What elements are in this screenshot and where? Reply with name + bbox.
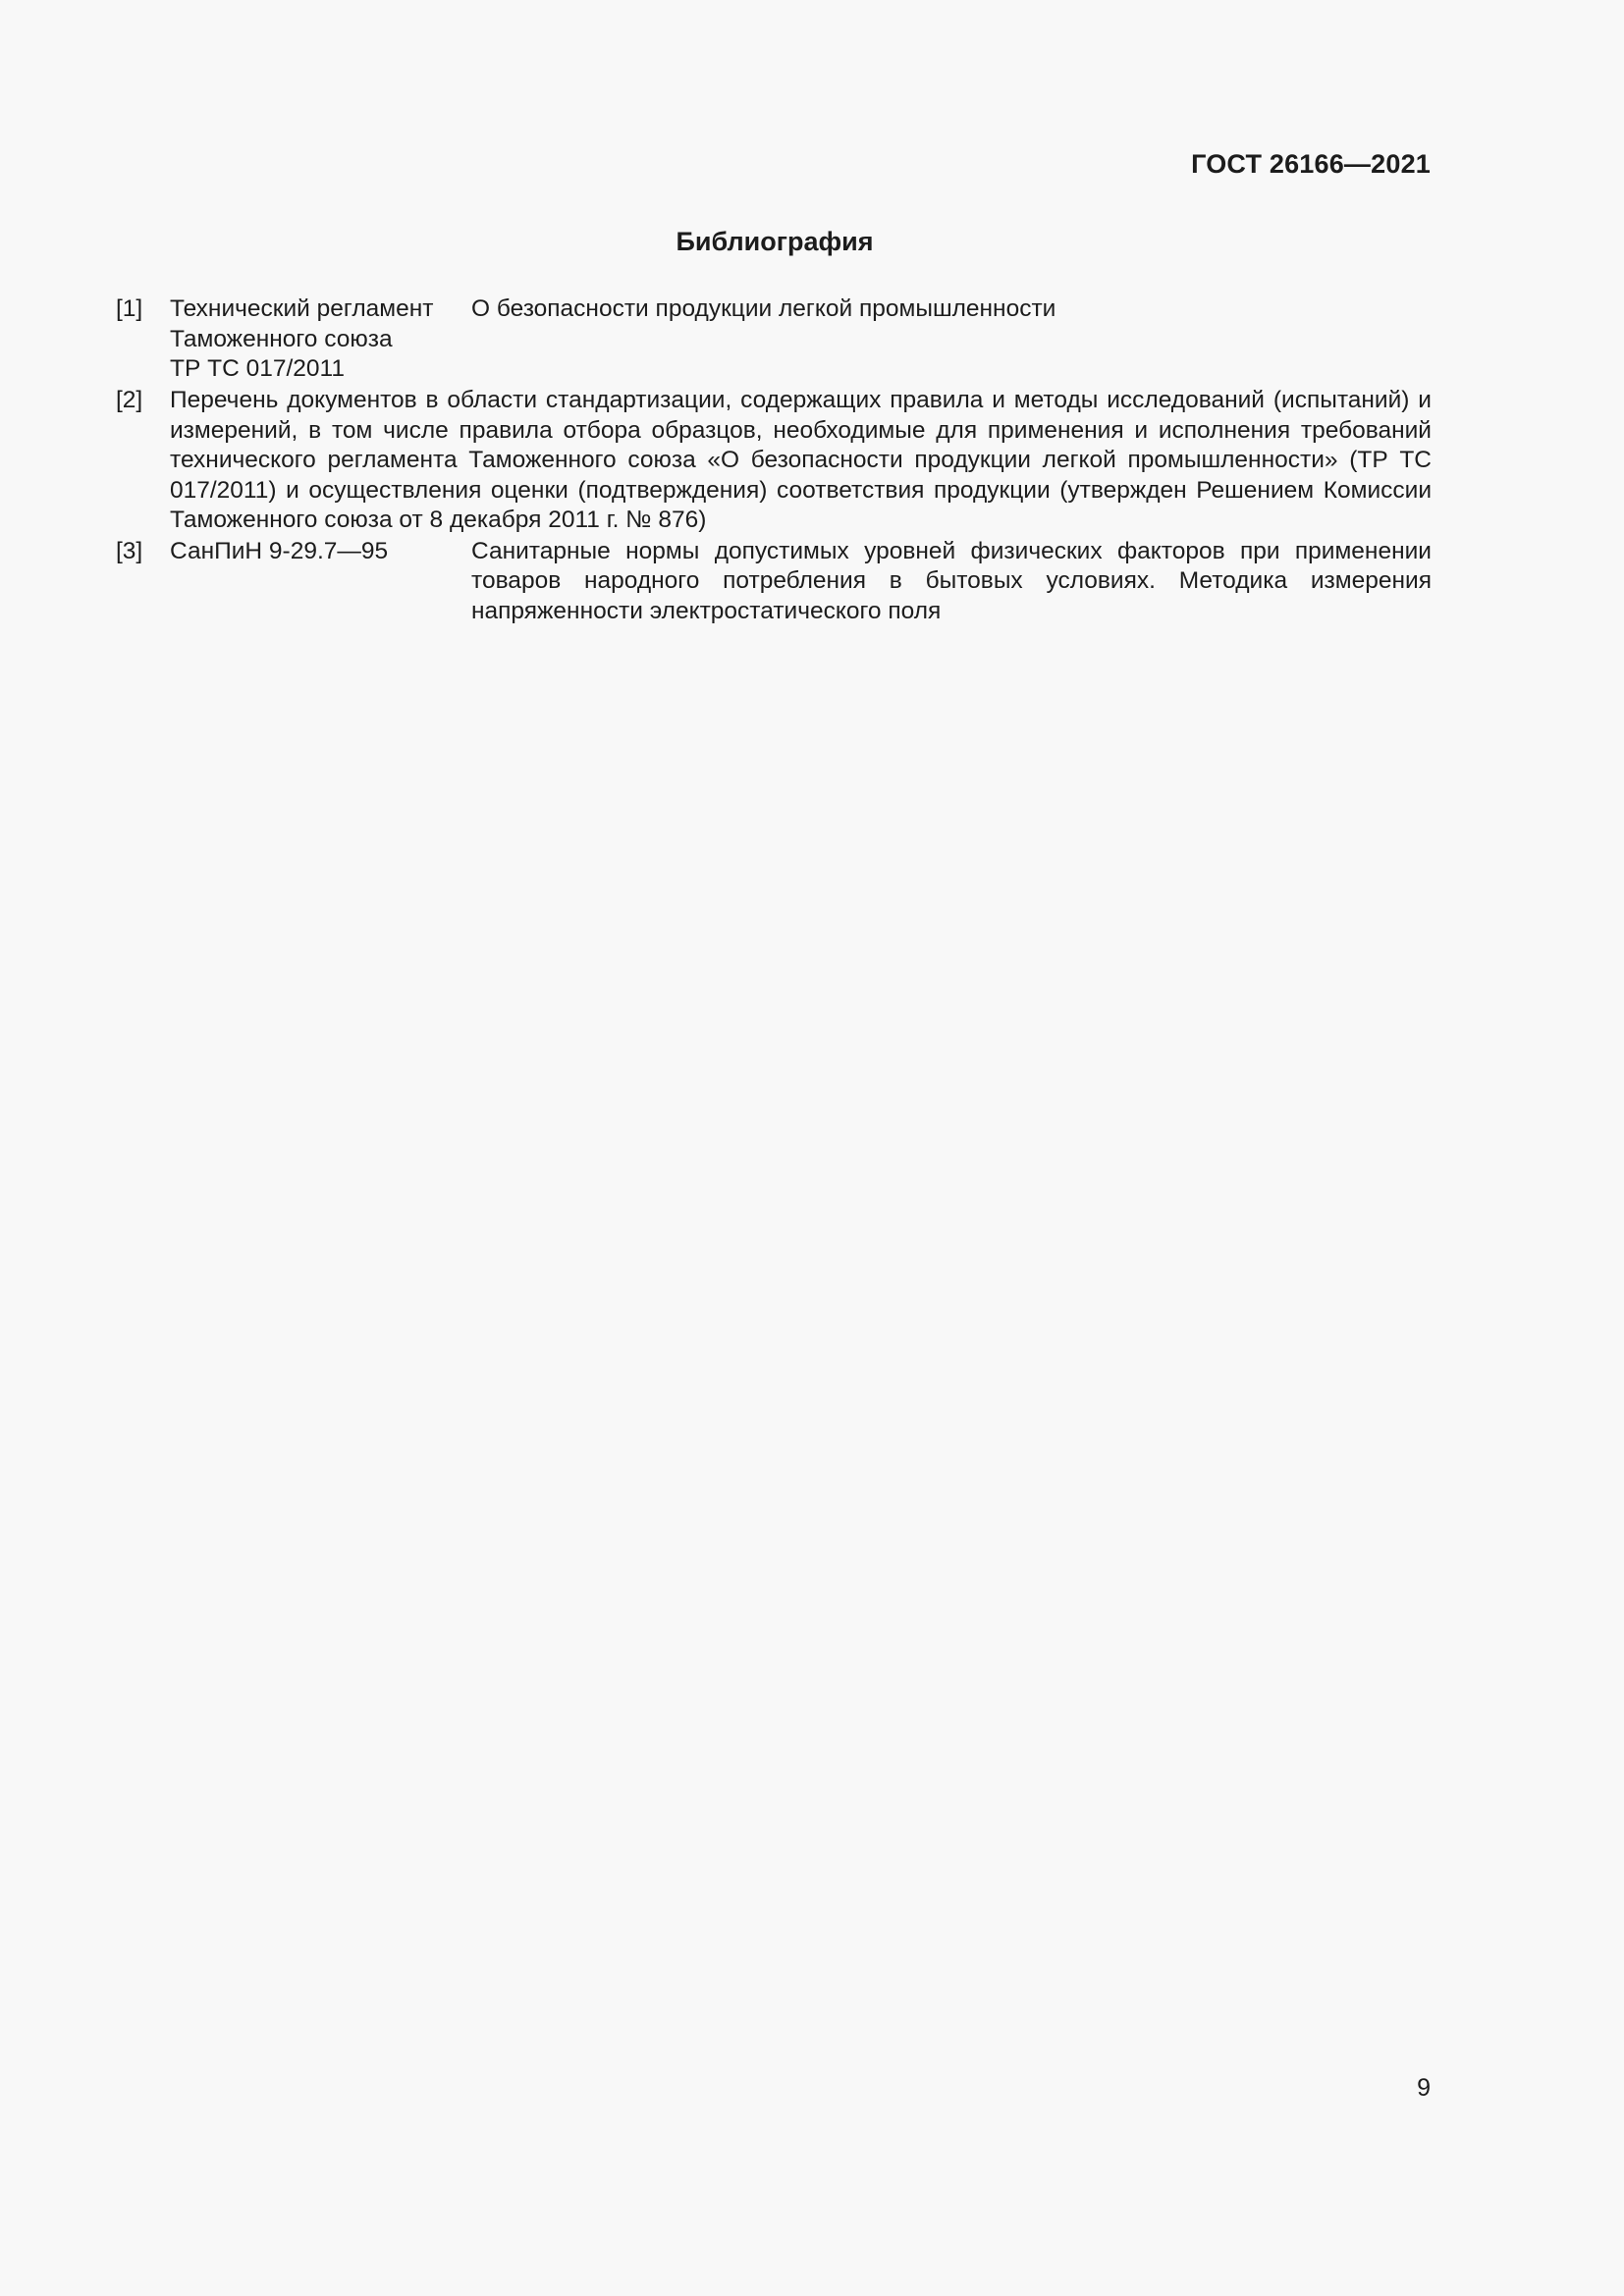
section-title: Библиография — [676, 227, 874, 256]
bibliography-entry-1 — [116, 294, 1432, 385]
entry-source: СанПиН 9-29.7—95 — [170, 537, 389, 564]
bibliography-entry-3 — [116, 537, 1432, 627]
page-number: 9 — [1417, 2074, 1431, 2102]
entry-source — [170, 294, 464, 385]
document-code: ГОСТ 26166—2021 — [1191, 149, 1431, 179]
entry-text: Перечень документов в области стандартизации, содержащих правила и методы исследований (испытаний) и измерений, в том числе правила отбора образцов, необходимые для применения и исполнения требований технического регламента Таможенного союза «О безопасности продукции легкой промышленности» (ТР ТС 017/2011) и осуществления оценки (подтверждения) соответствия продукции (утвержден Решением Комиссии Таможенного союза от 8 декабря 2011 г. № 876) — [170, 387, 1432, 533]
entry-number: [2] — [116, 387, 143, 413]
entry-number: [1] — [116, 295, 143, 322]
entry-source-line: Таможенного союза — [170, 325, 393, 352]
bibliography-entry-2 — [116, 386, 1432, 536]
entry-source-line: ТР ТС 017/2011 — [170, 355, 345, 382]
entry-source-line: Технический регламент — [170, 295, 434, 322]
entry-title: О безопасности продукции легкой промышленности — [471, 295, 1056, 322]
entry-number: [3] — [116, 537, 143, 564]
bibliography-list — [116, 294, 1432, 627]
entry-title: Санитарные нормы допустимых уровней физических факторов при применении товаров народного потребления в бытовых условиях. Методика измерения напряженности электростатического поля — [471, 537, 1432, 624]
